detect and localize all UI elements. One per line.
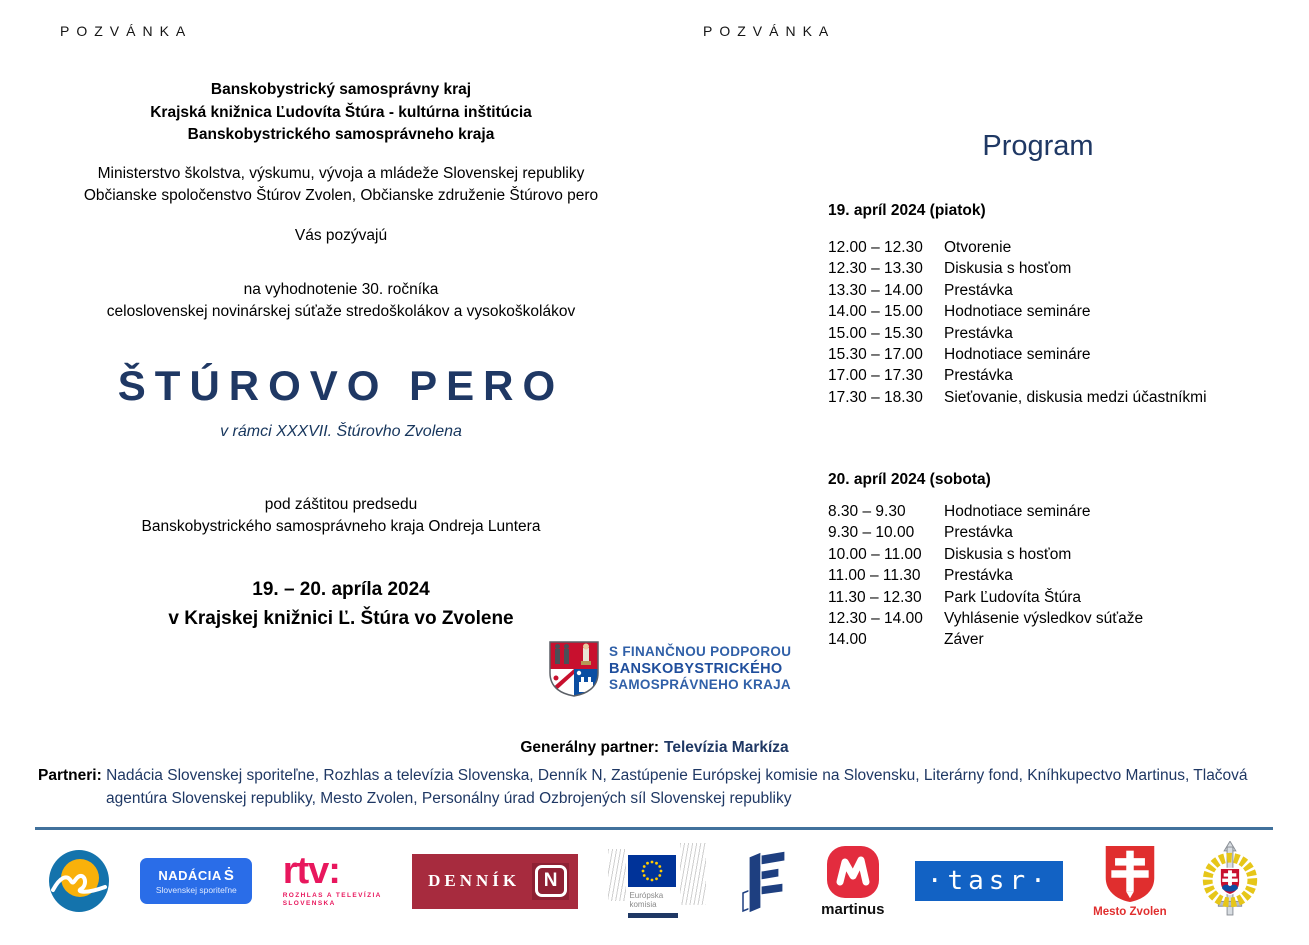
zvolen-caption: Mesto Zvolen [1093, 906, 1167, 918]
martinus-logo [821, 845, 884, 918]
occasion-lines [42, 279, 640, 322]
schedule-row [828, 565, 1143, 586]
program-day-friday [828, 202, 1207, 408]
nadacia-text: NADÁCIA [158, 868, 222, 883]
schedule-activity: Prestávka [944, 281, 1013, 299]
ec-sketch-lines-icon [608, 849, 626, 901]
rtvs-subtext [283, 892, 382, 908]
schedule-time: 12.30 – 14.00 [828, 610, 923, 628]
schedule-activity: Hodnotiace semináre [944, 303, 1091, 321]
mesto-zvolen-logo [1093, 844, 1166, 918]
divider-rule [35, 827, 1273, 830]
markiza-logo-icon [48, 849, 110, 913]
partners-line [38, 764, 1278, 810]
bbsk-coat-of-arms-icon [548, 640, 600, 698]
schedule-time: 14.00 – 15.00 [828, 303, 923, 321]
organizer-line: Občianske spoločenstvo Štúrov Zvolen, Občianske združenie Štúrovo pero [83, 186, 599, 204]
schedule-activity: Hodnotiace semináre [944, 346, 1091, 364]
program-heading-text: Program [982, 130, 1094, 162]
armed-forces-emblem-icon [1197, 841, 1263, 921]
invite-line [42, 227, 640, 245]
eu-flag-icon [628, 855, 676, 887]
schedule-row [828, 258, 1207, 279]
martinus-wordmark: martinus [821, 900, 885, 918]
organizer-line: Ministerstvo školstva, výskumu, vývoja a mládeže Slovenskej republiky [97, 165, 585, 182]
schedule-activity: Prestávka [944, 324, 1013, 342]
schedule-activity: Záver [944, 631, 984, 649]
schedule-activity: Sieťovanie, diskusia medzi účastníkmi [944, 388, 1207, 406]
invite-text: Vás pozývajú [294, 227, 388, 244]
schedule-time: 14.00 [828, 631, 867, 649]
date-venue [42, 575, 640, 633]
partners-list: Nadácia Slovenskej sporiteľne, Rozhlas a televízia Slovenska, Denník N, Zastúpenie Európskej komisie na Slovensku, Literárny fond, Kníhkupectvo Martinus, Tlačová agentúra Slovenskej republiky, Mesto Zvolen, Personálny úrad Ozbrojených síl Slovenskej republiky [106, 767, 1248, 807]
schedule-row [828, 387, 1207, 408]
schedule-activity: Park Ľudovíta Štúra [944, 588, 1081, 606]
schedule-time: 17.30 – 18.30 [828, 388, 923, 406]
nadacia-subtext: Slovenskej sporiteľne [155, 885, 237, 895]
rtvs-subline: ROZHLAS A TELEVÍZIA [282, 892, 382, 899]
schedule-time: 17.00 – 17.30 [828, 367, 923, 385]
general-partner-value: Televízia Markíza [664, 739, 789, 756]
occasion-line: na vyhodnotenie 30. ročníka [243, 281, 439, 298]
day-header: 20. apríl 2024 (sobota) [828, 471, 991, 488]
nadacia-title [158, 867, 234, 884]
funding-line: BANSKOBYSTRICKÉHO [609, 660, 783, 677]
schedule-time: 11.00 – 11.30 [828, 567, 921, 585]
funding-text [609, 644, 791, 694]
schedule-activity: Diskusia s hosťom [944, 260, 1072, 278]
partners-label: Partneri: [38, 767, 102, 784]
schedule-activity: Prestávka [944, 367, 1013, 385]
ec-caption-line: Európska [629, 891, 664, 900]
tasr-logo [915, 861, 1063, 901]
european-commission-logo [608, 841, 708, 921]
schedule-activity: Hodnotiace semináre [944, 503, 1091, 520]
patronage-line: pod záštitou predsedu [264, 496, 418, 513]
nadacia-slsp-logo [140, 858, 252, 904]
schedule-row [828, 344, 1207, 365]
schedule-time: 15.00 – 15.30 [828, 324, 923, 342]
dennik-wordmark: DENNÍK [428, 871, 521, 890]
event-date: 19. – 20. apríla 2024 [252, 579, 430, 600]
general-partner-line [0, 739, 1309, 757]
day-header: 19. apríl 2024 (piatok) [828, 202, 986, 219]
zvolen-shield-icon [1102, 844, 1158, 904]
schedule-activity: Vyhlásenie výsledkov súťaže [944, 610, 1144, 628]
ec-caption-line: komisia [629, 900, 657, 909]
event-subtitle-text: v rámci XXXVII. Štúrovho Zvolena [220, 423, 462, 440]
sporitelna-s-icon: Ṡ [223, 867, 235, 884]
event-title [42, 362, 640, 410]
organizer-line: Banskobystrický samosprávny kraj [210, 81, 472, 98]
event-subtitle [42, 423, 640, 441]
schedule-activity: Diskusia s hosťom [944, 545, 1072, 563]
funding-line: S FINANČNOU PODPOROU [609, 644, 792, 660]
schedule-row [828, 280, 1207, 301]
occasion-line: celoslovenskej novinárskej súťaže stredoškolákov a vysokoškolákov [106, 302, 576, 320]
patronage-lines [42, 494, 640, 537]
partner-logos-row [48, 838, 1263, 924]
schedule-time: 8.30 – 9.30 [828, 503, 906, 520]
tasr-wordmark: ·tasr· [926, 866, 1051, 896]
ec-sketch-lines-icon [680, 843, 706, 905]
schedule-row [828, 629, 1143, 650]
left-page-header: POZVÁNKA [60, 23, 193, 39]
organizers-bold [42, 79, 640, 147]
ec-caption [629, 891, 663, 909]
rtvs-wordmark: rtv: [282, 850, 340, 892]
schedule-time: 13.30 – 14.00 [828, 281, 923, 299]
schedule-activity: Prestávka [944, 524, 1013, 542]
schedule-activity: Prestávka [944, 567, 1013, 585]
organizer-line: Krajská knižnica Ľudovíta Štúra - kultúrna inštitúcia [150, 103, 532, 121]
schedule-row [828, 237, 1207, 258]
schedule-time: 9.30 – 10.00 [828, 524, 915, 542]
event-title-text: ŠTÚROVO PERO [117, 362, 565, 409]
dennik-n-logo [412, 854, 578, 909]
dennik-n-badge [532, 863, 569, 900]
schedule-row [828, 587, 1143, 608]
schedule-time: 11.30 – 12.30 [828, 588, 922, 606]
schedule-row [828, 301, 1207, 322]
schedule-row [828, 365, 1207, 386]
dennik-n-letter: N [535, 865, 567, 897]
schedule-time: 12.30 – 13.30 [828, 260, 923, 278]
schedule-time: 15.30 – 17.00 [828, 346, 923, 364]
schedule-row [828, 608, 1143, 629]
right-page-header: POZVÁNKA [703, 23, 836, 39]
schedule-row [828, 501, 1143, 522]
schedule-row [828, 323, 1207, 344]
program-day-saturday [828, 471, 1143, 651]
organizer-line: Banskobystrického samosprávneho kraja [187, 126, 495, 143]
schedule-row [828, 544, 1143, 565]
program-heading [858, 130, 1218, 163]
rtvs-subline: SLOVENSKA [282, 900, 336, 907]
event-venue: v Krajskej knižnici Ľ. Štúra vo Zvolene [168, 608, 514, 629]
funding-line: SAMOSPRÁVNEHO KRAJA [609, 677, 791, 693]
general-partner-label: Generálny partner: [520, 739, 660, 756]
martinus-m-icon [826, 845, 880, 899]
schedule-row [828, 522, 1143, 543]
schedule-time: 12.00 – 12.30 [828, 239, 923, 256]
schedule-activity: Otvorenie [944, 239, 1012, 256]
schedule-time: 10.00 – 11.00 [828, 545, 922, 563]
patronage-line: Banskobystrického samosprávneho kraja Ondreja Luntera [141, 517, 541, 535]
literarny-fond-logo-icon [739, 849, 791, 913]
funding-block [548, 640, 791, 698]
organizers-regular [42, 163, 640, 206]
rtvs-logo [282, 850, 382, 908]
ec-bar-icon [628, 913, 678, 918]
